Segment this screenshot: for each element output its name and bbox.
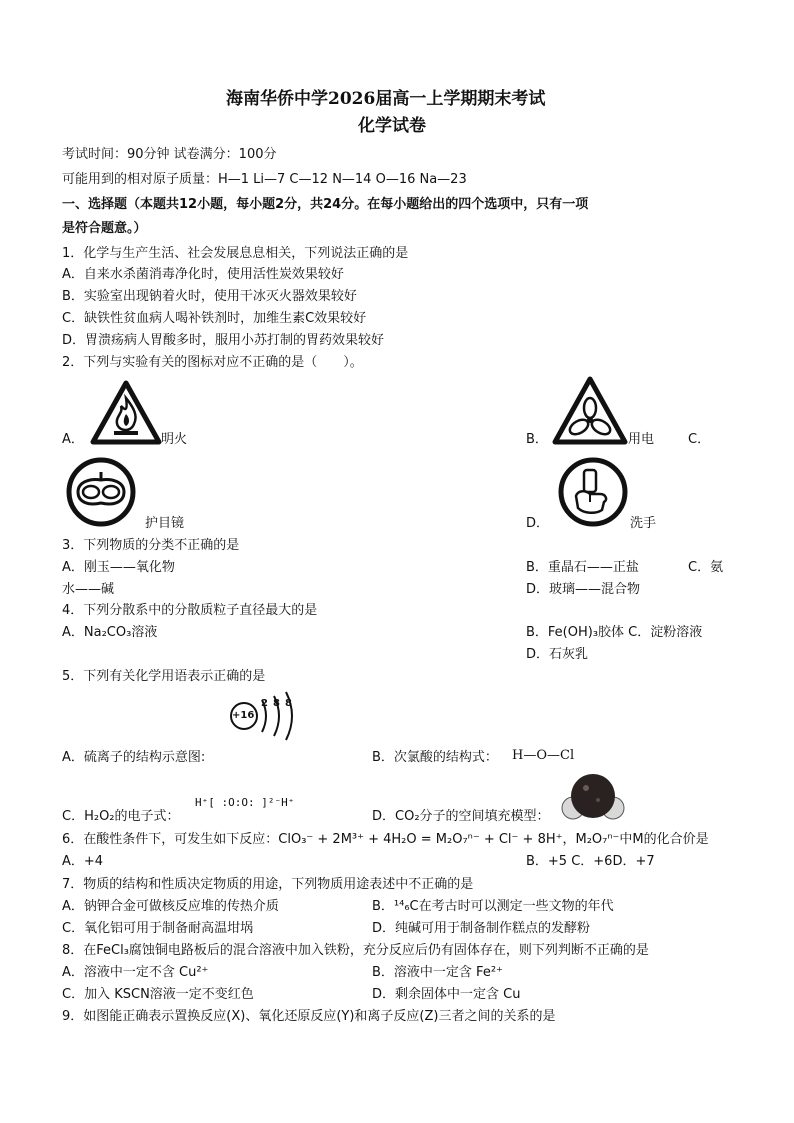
q1-option-c: C．缺铁性贫血病人喝补铁剂时，加维生素C效果较好: [62, 311, 367, 326]
q7-option-d: D．纯碱可用于制备制作糕点的发酵粉: [372, 921, 591, 936]
shell-2-electrons: 8: [273, 698, 280, 709]
q2-option-b-label: B．: [526, 432, 548, 447]
q5-option-d: D．CO₂分子的空间填充模型：: [372, 809, 550, 824]
hand-wash-icon: [556, 456, 630, 528]
q1-stem: 1．化学与生产生活、社会发展息息相关，下列说法正确的是: [62, 246, 409, 261]
q4-option-a: A．Na₂CO₃溶液: [62, 625, 158, 640]
q8-option-c: C．加入 KSCN溶液一定不变红色: [62, 987, 254, 1002]
shell-1-electrons: 2: [261, 698, 268, 709]
electricity-fan-icon: [552, 376, 628, 446]
atomic-masses: 可能用到的相对原子质量：H—1 Li—7 C—12 N—14 O—16 Na—23: [62, 172, 467, 187]
q5-option-c: C．H₂O₂的电子式：: [62, 809, 180, 824]
q2-option-d-label: D．: [526, 516, 550, 531]
q7-option-a: A．钠钾合金可做核反应堆的传热介质: [62, 899, 279, 914]
q2-option-c-text: 护目镜: [145, 516, 185, 531]
sulfide-ion-diagram: [228, 690, 308, 742]
exam-title: 海南华侨中学2026届高一上学期期末考试: [226, 89, 546, 109]
q8-option-a: A．溶液中一定不含 Cu²⁺: [62, 965, 209, 980]
hypochlorous-acid-formula: H—O—Cl: [512, 748, 575, 763]
q2-option-c-label: C．: [688, 432, 711, 447]
q2-option-a-text: 明火: [161, 432, 188, 447]
q1-option-b: B．实验室出现钠着火时，使用干冰灭火器效果较好: [62, 289, 357, 304]
q2-option-b-text: 用电: [628, 432, 655, 447]
flame-icon: [90, 380, 162, 446]
q5-option-a: A．硫离子的结构示意图:: [62, 750, 206, 765]
q4-option-bc: B．Fe(OH)₃胶体 C．淀粉溶液: [526, 625, 703, 640]
q2-stem: 2．下列与实验有关的图标对应不正确的是（ ）。: [62, 355, 363, 370]
nucleus-charge: +16: [232, 710, 255, 721]
q9-stem: 9．如图能正确表示置换反应(X)、氧化还原反应(Y)和离子反应(Z)三者之间的关系的是: [62, 1009, 556, 1024]
q3-option-a: A．刚玉——氧化物: [62, 560, 175, 575]
q3-option-b: B．重晶石——正盐: [526, 560, 639, 575]
q5-stem: 5．下列有关化学用语表示正确的是: [62, 669, 266, 684]
section-heading-line1: 一、选择题（本题共12小题，每小题2分，共24分。在每小题给出的四个选项中，只有一项: [62, 197, 589, 212]
section-heading-line2: 是符合题意。）: [62, 221, 147, 236]
goggles-icon: [64, 456, 138, 528]
q3-option-c-end: 水——碱: [62, 582, 115, 597]
q8-option-d: D．剩余固体中一定含 Cu: [372, 987, 521, 1002]
q6-option-bcd: B．+5 C．+6D．+7: [526, 854, 655, 869]
q1-option-d: D．胃溃疡病人胃酸多时，服用小苏打制的胃药效果较好: [62, 333, 385, 348]
q3-option-c-start: C．氨: [688, 560, 724, 575]
exam-info: 考试时间：90分钟 试卷满分：100分: [62, 147, 277, 162]
q1-option-a: A．自来水杀菌消毒净化时，使用活性炭效果较好: [62, 267, 344, 282]
q7-option-c: C．氧化铝可用于制备耐高温坩埚: [62, 921, 254, 936]
shell-3-electrons: 8: [285, 698, 292, 709]
q4-stem: 4．下列分散系中的分散质粒子直径最大的是: [62, 603, 318, 618]
co2-space-filling-model: [560, 772, 626, 824]
q3-option-d: D．玻璃——混合物: [526, 582, 641, 597]
q2-option-a-label: A．: [62, 432, 84, 447]
q2-option-d-text: 洗手: [630, 516, 657, 531]
h2o2-electron-formula: H⁺[ :O:O: ]²⁻H⁺: [195, 796, 295, 809]
q5-option-b: B．次氯酸的结构式：: [372, 750, 498, 765]
q8-option-b: B．溶液中一定含 Fe²⁺: [372, 965, 503, 980]
q6-stem: 6．在酸性条件下，可发生如下反应：ClO₃⁻ + 2M³⁺ + 4H₂O = M₂O₇ⁿ⁻ + Cl⁻ + 8H⁺，M₂O₇ⁿ⁻中M的化合价是: [62, 832, 709, 847]
q8-stem: 8．在FeCl₃腐蚀铜电路板后的混合溶液中加入铁粉，充分反应后仍有固体存在，则下列判断不正确的是: [62, 943, 649, 958]
q7-stem: 7．物质的结构和性质决定物质的用途，下列物质用途表述中不正确的是: [62, 877, 474, 892]
q6-option-a: A．+4: [62, 854, 104, 869]
q3-stem: 3．下列物质的分类不正确的是: [62, 538, 240, 553]
q4-option-d: D．石灰乳: [526, 647, 589, 662]
q7-option-b: B．¹⁴₆C在考古时可以测定一些文物的年代: [372, 899, 614, 914]
exam-subtitle: 化学试卷: [358, 116, 426, 136]
